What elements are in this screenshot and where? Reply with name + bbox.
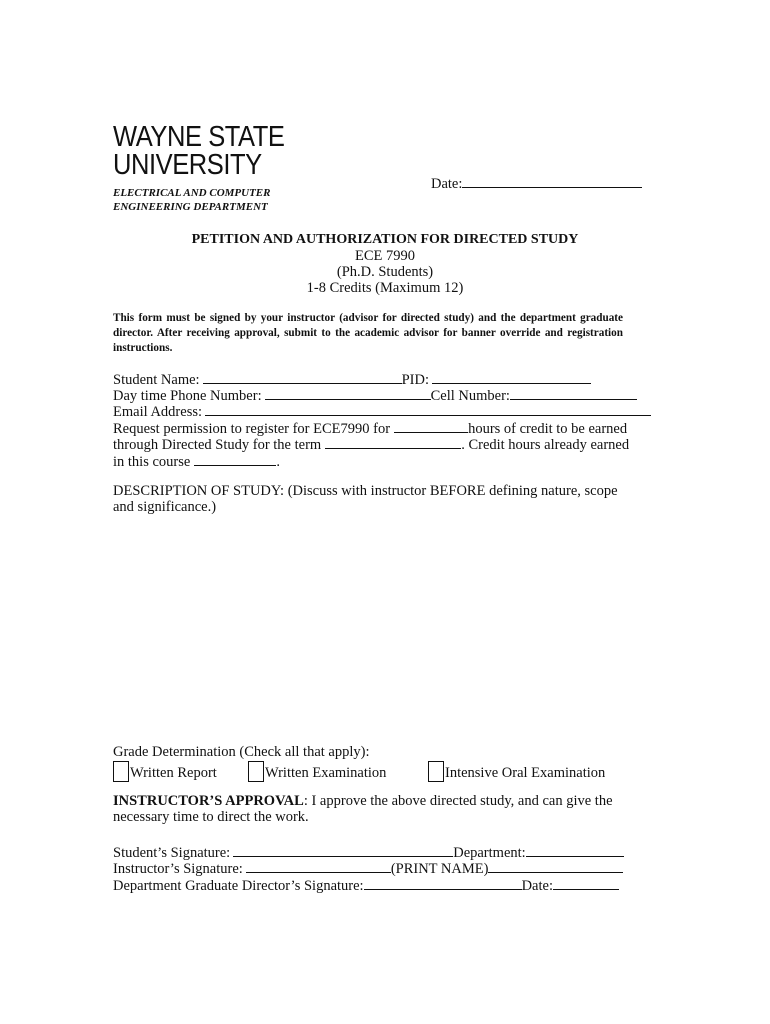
day-phone-blank[interactable]	[265, 385, 431, 400]
term-blank[interactable]	[325, 434, 461, 449]
email-label: Email Address:	[113, 404, 203, 420]
grade-options-row	[113, 761, 217, 782]
written-exam-label: Written Examination	[265, 765, 387, 781]
grade-option-exam	[248, 761, 386, 782]
credits-line: 1-8 Credits (Maximum 12)	[306, 280, 464, 296]
earned-text: in this course	[113, 454, 191, 470]
term-text-a: through Directed Study for the term	[113, 437, 322, 453]
director-signature-row	[113, 875, 619, 895]
request-text-b: hours of credit to be earned	[468, 421, 628, 437]
department-label: Department:	[453, 845, 526, 861]
pid-blank[interactable]	[432, 369, 591, 384]
print-name-label: (PRINT NAME)	[390, 861, 489, 877]
date-label: Date:	[431, 176, 463, 192]
director-date-label: Date:	[521, 878, 553, 894]
department-line-1: ELECTRICAL AND COMPUTER	[113, 187, 271, 199]
audience-line: (Ph.D. Students)	[336, 264, 434, 280]
instructor-signature-label: Instructor’s Signature:	[113, 861, 243, 877]
description-area[interactable]	[113, 520, 653, 735]
cell-blank[interactable]	[510, 385, 637, 400]
credit-hours-blank[interactable]	[394, 418, 468, 433]
approval-text: : I approve the above directed study, and can give the	[303, 793, 613, 809]
earned-blank[interactable]	[194, 451, 276, 466]
term-text-b: . Credit hours already earned	[461, 437, 630, 453]
written-report-label: Written Report	[130, 765, 217, 781]
date-blank[interactable]	[462, 173, 642, 188]
approval-line-2: necessary time to direct the work.	[113, 809, 309, 825]
logo-wayne-state: WAYNE STATE	[113, 121, 285, 153]
earned-row	[113, 451, 280, 471]
oral-exam-checkbox[interactable]	[428, 761, 444, 782]
day-phone-label: Day time Phone Number:	[113, 388, 262, 404]
written-exam-checkbox[interactable]	[248, 761, 264, 782]
student-signature-label: Student’s Signature:	[113, 845, 231, 861]
instructions-notice: This form must be signed by your instructor (advisor for directed study) and the department graduate director. After receiving approval, submit to the academic advisor for banner override and registration instructions.	[113, 312, 623, 354]
written-report-checkbox[interactable]	[113, 761, 129, 782]
approval-line-1	[113, 793, 613, 810]
student-name-blank[interactable]	[203, 369, 402, 384]
cell-label: Cell Number:	[430, 388, 510, 404]
department-blank[interactable]	[526, 842, 624, 857]
description-line-2: and significance.)	[113, 499, 217, 515]
grade-label: Grade Determination (Check all that apply):	[113, 744, 370, 760]
director-signature-blank[interactable]	[364, 875, 522, 890]
date-field	[431, 173, 642, 193]
logo-university: UNIVERSITY	[113, 149, 262, 181]
description-line-1: DESCRIPTION OF STUDY: (Discuss with instructor BEFORE defining nature, scope	[113, 483, 618, 499]
print-name-blank[interactable]	[488, 858, 623, 873]
oral-exam-label: Intensive Oral Examination	[445, 765, 606, 781]
grade-option-oral	[428, 761, 605, 782]
instructor-signature-blank[interactable]	[246, 858, 391, 873]
course-number: ECE 7990	[354, 248, 415, 264]
form-title: PETITION AND AUTHORIZATION FOR DIRECTED STUDY	[191, 232, 579, 247]
department-line-2: ENGINEERING DEPARTMENT	[113, 201, 268, 213]
director-signature-label: Department Graduate Director’s Signature:	[113, 878, 364, 894]
approval-heading: INSTRUCTOR’S APPROVAL	[113, 793, 304, 809]
request-text-a: Request permission to register for ECE7990 for	[113, 421, 391, 437]
student-signature-blank[interactable]	[233, 842, 453, 857]
director-date-blank[interactable]	[553, 875, 619, 890]
email-blank[interactable]	[205, 401, 651, 416]
earned-period: .	[276, 454, 280, 470]
pid-label: PID:	[401, 372, 429, 388]
student-name-label: Student Name:	[113, 372, 200, 388]
